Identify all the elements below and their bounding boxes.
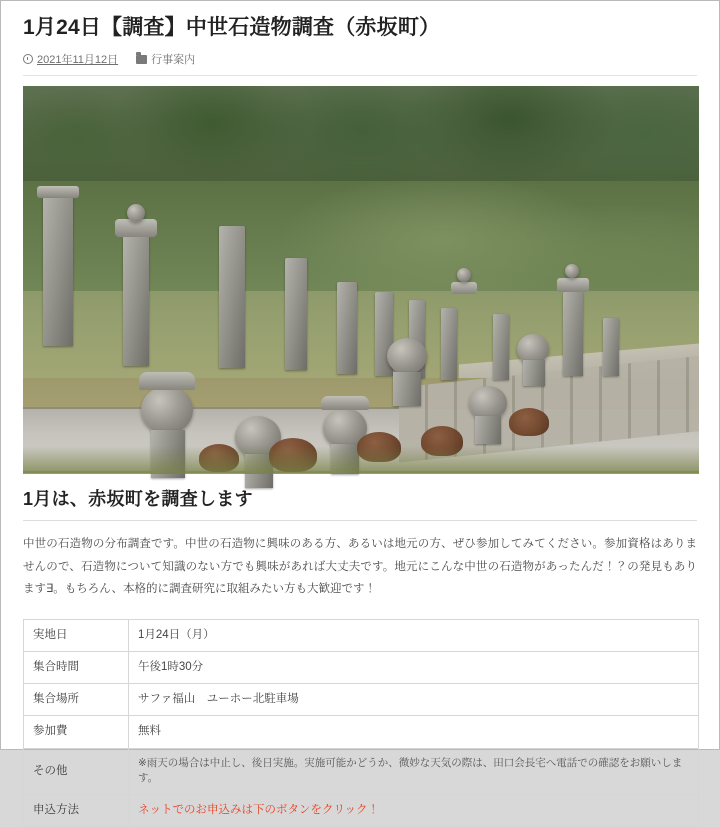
table-row <box>24 684 699 716</box>
photo-pagoda-base <box>475 416 501 444</box>
row-label: その他 <box>24 748 129 795</box>
article-body <box>1 1 719 827</box>
photo-stone-monument <box>123 236 149 366</box>
photo-bush <box>509 408 549 436</box>
photo-grass <box>23 446 699 474</box>
photo-stone-monument <box>337 282 357 374</box>
photo-stone-monument <box>603 318 619 376</box>
row-value: サファ福山 ユーホー北駐車場 <box>129 684 699 716</box>
article-photo <box>23 86 699 471</box>
section-heading: 1月は、赤坂町を調査します <box>23 485 697 521</box>
table-row <box>24 651 699 683</box>
photo-pagoda-cap <box>139 372 195 390</box>
photo-pagoda-base <box>523 360 545 386</box>
section-paragraph: 中世の石造物の分布調査です。中世の石造物に興味のある方、あるいは地元の方、ぜひ参加してみてください。参加資格はありませんので、石造物について知識のない方でも興味があれば大丈夫です。地元にこんな中世の石造物があったんだ！？の発見もあります∃。もちろん、本格的に調査研究に取組みたい方も大歓迎です！ <box>23 538 697 596</box>
row-label: 参加費 <box>24 716 129 748</box>
table-row <box>24 716 699 748</box>
event-info-table <box>23 619 699 827</box>
folder-icon <box>136 55 147 64</box>
table-row <box>24 619 699 651</box>
row-value: 午後1時30分 <box>129 651 699 683</box>
row-value: 無料 <box>129 716 699 748</box>
photo-canvas <box>23 86 699 471</box>
photo-stone-cap <box>37 186 79 198</box>
row-value: 1月24日（月） <box>129 619 699 651</box>
photo-pagoda-base <box>393 372 421 406</box>
photo-stone-monument <box>563 292 583 376</box>
table-row <box>24 795 699 827</box>
photo-pagoda-sphere <box>387 338 427 374</box>
photo-pagoda-sphere <box>141 386 193 434</box>
photo-stone-monument <box>219 226 245 368</box>
photo-stone-monument <box>493 314 509 380</box>
post-date-text[interactable]: 2021年11月12日 <box>37 54 119 67</box>
photo-stone-cap <box>557 278 589 292</box>
post-meta <box>23 51 697 76</box>
post-category[interactable] <box>136 51 195 67</box>
post-date <box>23 51 118 67</box>
photo-stone-monument <box>43 196 73 346</box>
post-category-text[interactable]: 行事案内 <box>151 54 196 67</box>
photo-stone-monument <box>285 258 307 370</box>
page-title: 1月24日【調査】中世石造物調査（赤坂町） <box>23 16 441 39</box>
row-label: 申込方法 <box>24 795 129 827</box>
row-label: 実地日 <box>24 619 129 651</box>
table-row <box>24 748 699 795</box>
photo-pagoda-cap <box>321 396 369 410</box>
row-label: 集合時間 <box>24 651 129 683</box>
event-info-body <box>24 619 699 827</box>
photo-pagoda-cap <box>451 282 477 294</box>
row-value-apply-link[interactable]: ネットでのお申込みは下のボタンをクリック！ <box>129 795 699 827</box>
photo-pagoda-sphere <box>469 386 507 420</box>
photo-stone-monument <box>441 308 457 380</box>
row-label: 集合場所 <box>24 684 129 716</box>
clock-icon <box>23 54 33 64</box>
row-value: ※雨天の場合は中止し、後日実施。実施可能かどうか、微妙な天気の際は、田口会長宅へ電話での確認をお願いします。 <box>129 748 699 795</box>
